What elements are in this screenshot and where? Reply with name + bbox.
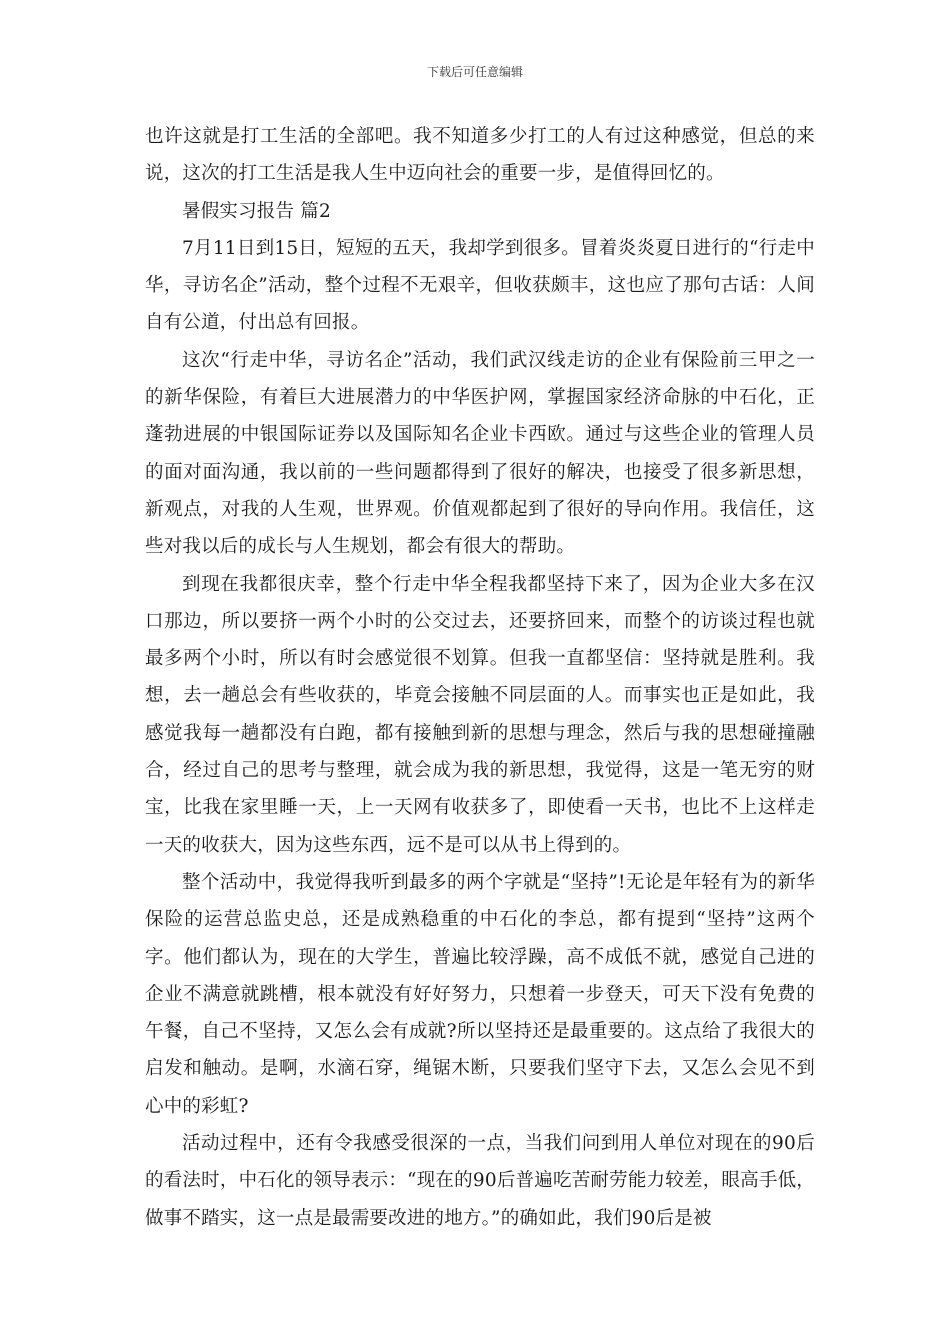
section-heading: 暑假实习报告 篇2 [182,200,331,222]
paragraph: 整个活动中，我觉得我听到最多的两个字就是“坚持”!无论是年轻有为的新华保险的运营总监史总，还是成熟稳重的中石化的李总，都有提到“坚持”这两个字。他们都认为，现在的大学生，普遍比较浮躁，高不成低不就，感觉自己进的企业不满意就跳槽，根本就没有好好努力，只想着一步登天，可天下没有免费的午餐，自己不坚持，又怎么会有成就?所以坚持还是最重要的。这点给了我很大的启发和触动。是啊，水滴石穿，绳锯木断，只要我们坚守下去，又怎么会见不到心中的彩虹? [145,871,815,1117]
paragraph: 7月11日到15日，短短的五天，我却学到很多。冒着炎炎夏日进行的“行走中华，寻访名企”活动，整个过程不无艰辛，但收获颇丰，这也应了那句古话：人间自有公道，付出总有回报。 [145,237,815,334]
document-body [145,118,815,1237]
paragraph: 这次“行走中华，寻访名企”活动，我们武汉线走访的企业有保险前三甲之一的新华保险，有着巨大进展潜力的中华医护网，掌握国家经济命脉的中石化，正蓬勃进展的中银国际证券以及国际知名企业卡西欧。通过与这些企业的管理人员的面对面沟通，我以前的一些问题都得到了很好的解决，也接受了很多新思想，新观点，对我的人生观，世界观。价值观都起到了很好的导向作用。我信任，这些对我以后的成长与人生规划，都会有很大的帮助。 [145,349,815,558]
paragraph: 活动过程中，还有令我感受很深的一点，当我们问到用人单位对现在的90后的看法时，中石化的领导表示：“现在的90后普遍吃苦耐劳能力较差，眼高手低，做事不踏实，这一点是最需要改进的地方。”的确如此，我们90后是被 [145,1133,815,1229]
paragraph: 到现在我都很庆幸，整个行走中华全程我都坚持下来了，因为企业大多在汉口那边，所以要挤一两个小时的公交过去，还要挤回来，而整个的访谈过程也就最多两个小时，所以有时会感觉很不划算。但我一直都坚信：坚持就是胜利。我想，去一趟总会有些收获的，毕竟会接触不同层面的人。而事实也正是如此，我感觉我每一趟都没有白跑，都有接触到新的思想与理念，然后与我的思想碰撞融合，经过自己的思考与整理，就会成为我的新思想，我觉得，这是一笔无穷的财宝，比我在家里睡一天，上一天网有收获多了，即使看一天书，也比不上这样走一天的收获大，因为这些东西，远不是可以从书上得到的。 [145,573,815,856]
page-header: 下载后可任意编辑 [426,65,523,79]
paragraph-continuation: 也许这就是打工生活的全部吧。我不知道多少打工的人有过这种感觉，但总的来说，这次的打工生活是我人生中迈向社会的重要一步，是值得回忆的。 [145,126,815,185]
